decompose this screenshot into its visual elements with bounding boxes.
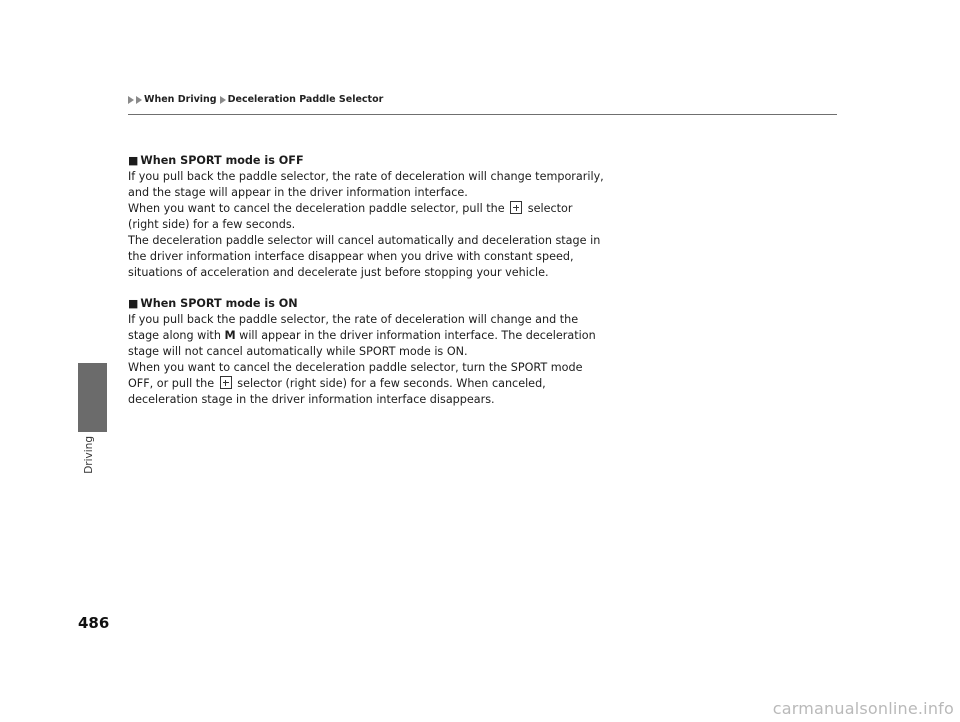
page-content [128,153,604,408]
section-heading-off: ■ When SPORT mode is OFF [128,154,304,167]
text-line: When you want to cancel the deceleration paddle selector, turn the SPORT mode [128,361,583,374]
breadcrumb-item[interactable]: Deceleration Paddle Selector [227,94,384,105]
section-tab-label: Driving [83,436,95,474]
text-line: When you want to cancel the deceleration paddle selector, pull the selector [128,202,573,215]
section-heading-on: ■ When SPORT mode is ON [128,297,298,310]
plus-selector-icon [510,201,522,214]
text-line: deceleration stage in the driver information interface disappears. [128,393,495,406]
square-bullet-icon: ■ [128,154,139,167]
header-divider [128,114,837,115]
breadcrumb-item[interactable]: When Driving [144,94,217,105]
square-bullet-icon: ■ [128,297,139,310]
text-line: If you pull back the paddle selector, the rate of deceleration will change temporarily, [128,170,604,183]
plus-selector-icon [220,376,232,389]
breadcrumb [128,94,383,105]
text-line: (right side) for a few seconds. [128,218,296,231]
section-tab [78,363,107,432]
text-line: stage along with M will appear in the driver information interface. The deceleration [128,329,596,342]
breadcrumb-arrow-icon [128,96,134,104]
breadcrumb-arrow-icon [136,96,142,104]
text-line: stage will not cancel automatically while SPORT mode is ON. [128,345,468,358]
text-line: and the stage will appear in the driver information interface. [128,186,468,199]
text-line: The deceleration paddle selector will cancel automatically and deceleration stage in [128,234,601,247]
text-line: the driver information interface disappear when you drive with constant speed, [128,250,574,263]
watermark: carmanualsonline.info [772,699,954,718]
text-line: OFF, or pull the selector (right side) for a few seconds. When canceled, [128,377,546,390]
page-number: 486 [78,614,110,632]
text-line: If you pull back the paddle selector, the rate of deceleration will change and the [128,313,579,326]
m-indicator: M [224,329,236,342]
breadcrumb-arrow-icon [220,96,226,104]
text-line: situations of acceleration and decelerate just before stopping your vehicle. [128,266,549,279]
